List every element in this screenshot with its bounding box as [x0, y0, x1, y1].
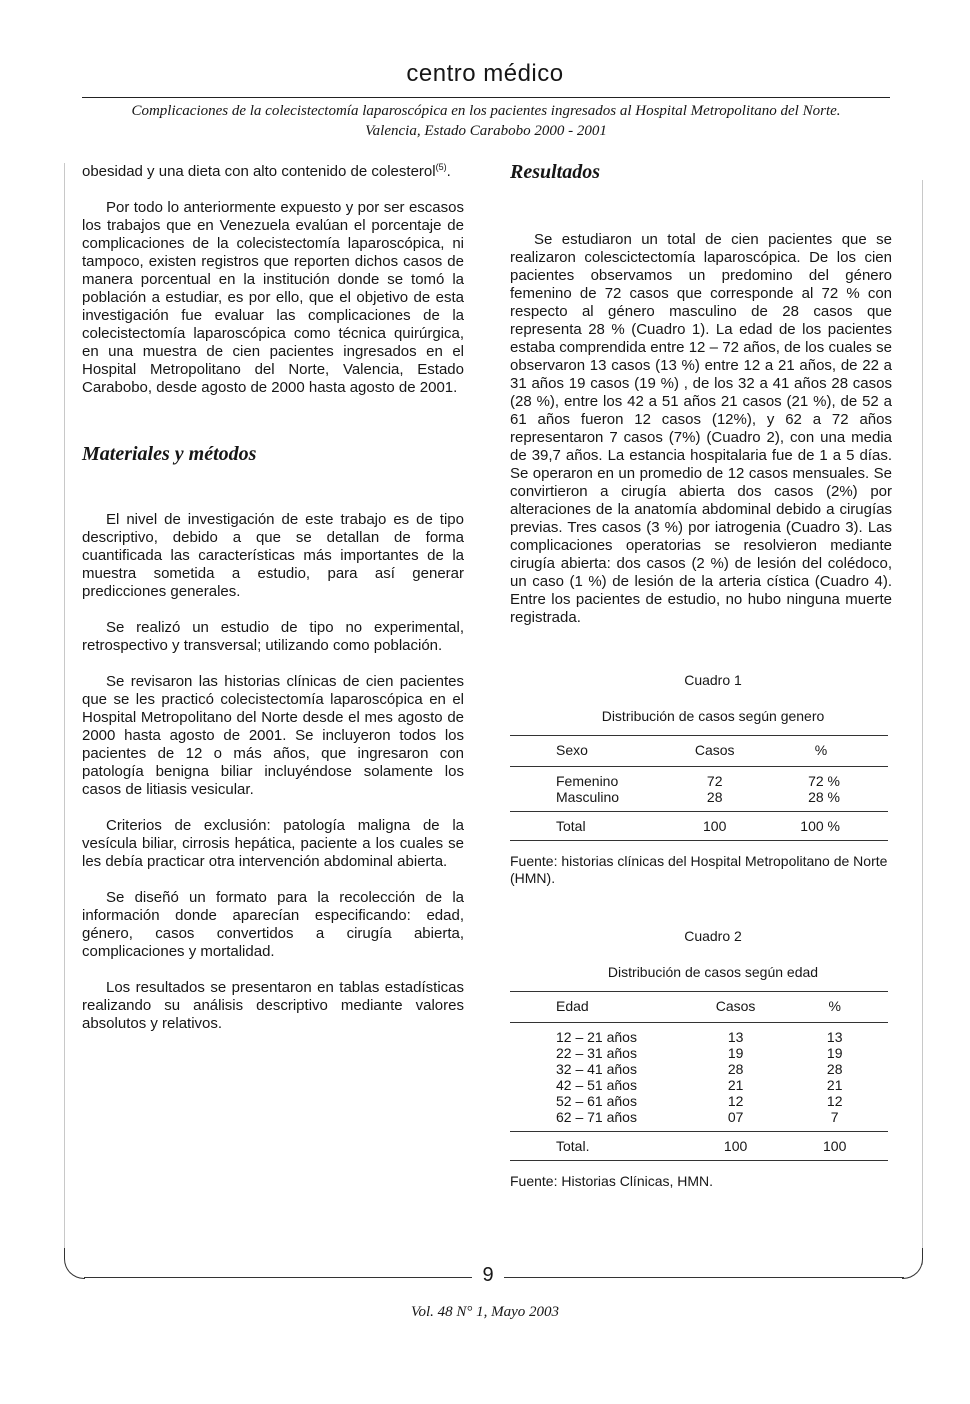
page-frame-corner: [902, 1248, 923, 1279]
table-row: [510, 767, 888, 790]
header-cell: Casos: [675, 736, 754, 767]
paragraph: Se diseñó un formato para la recolección de la información donde aparecían especificando: edad, género, casos convertidos a cirugía abierta, complicaciones y mortalidad.: [82, 889, 464, 960]
table-cell: Femenino: [556, 773, 619, 789]
table-cell: 42 – 51 años: [556, 1077, 637, 1093]
table-total-row: [510, 812, 888, 841]
subtitle-line-1: Complicaciones de la colecistectomía laparoscópica en los pacientes ingresados al Hospital Metropolitano del Norte.: [131, 103, 841, 119]
table-cell: 07: [727, 1109, 744, 1125]
data-table: [510, 735, 888, 841]
right-column: [510, 163, 892, 1190]
paragraph-text: obesidad y una dieta con alto contenido de colesterol: [82, 163, 436, 180]
data-table: [510, 991, 888, 1161]
section-heading-methods: Materiales y métodos: [82, 443, 257, 465]
journal-title: centro médico: [406, 60, 564, 87]
table-total-row: [510, 1132, 888, 1161]
table-cell: 100: [781, 1132, 888, 1161]
table-row: [510, 1109, 888, 1132]
page-frame-rule: [504, 1277, 904, 1278]
table-cell: 13: [826, 1029, 843, 1045]
page-frame-rule: [84, 1277, 472, 1278]
table-row: [510, 1093, 888, 1109]
subtitle-line-2: Valencia, Estado Carabobo 2000 - 2001: [365, 123, 607, 139]
left-column: [82, 163, 464, 1051]
left-margin-rule: [64, 163, 65, 1258]
table-cell: 13: [727, 1029, 744, 1045]
paragraph-end: .: [446, 163, 451, 180]
table-row: [510, 1061, 888, 1077]
table-cell: 52 – 61 años: [556, 1093, 637, 1109]
header-cell: Sexo: [510, 736, 675, 767]
table-source: Fuente: historias clínicas del Hospital Metropolitano de Norte (HMN).: [510, 853, 888, 886]
table-row: [510, 1023, 888, 1046]
table-cell: 100: [675, 812, 754, 841]
paragraph: Se estudiaron un total de cien pacientes que se realizaron colescictectomía laparoscópica. De los cien pacientes observamos un predomino del género femenino de 72 casos que corresponde al 72 % con respecto al género masculino de 28 casos que representa 28 % (Cuadro 1). La edad de los pacientes estaba comprendida entre 12 – 72 años, de los cuales se observaron 13 casos (13 %) entre 12 a 21 años, de 22 a 31 años 19 casos (19 %) , de los 32 a 41 años 28 casos (28 %), entre los 42 a 51 años 21 casos (21 %), de 52 a 61 años fueron 12 casos (12%), y 62 a 72 años representaron 7 casos (7%) (Cuadro 2), con una media de 39,7 años. La estancia hospitalaria fue de 1 a 5 días. Se operaron en un promedio de 12 casos mensuales. Se convirtieron a cirugía abierta dos casos (2%) por alteraciones de la anatomía abdominal debido a cirugías previas. Tres casos (3 %) por iatrogenia (Cuadro 3). Las complicaciones operatorias se resolvieron mediante cirugía abierta: dos casos (2 %) de lesión del colédoco, un caso (1 %) de lesión de la arteria cística (Cuadro 4). Entre los pacientes de estudio, no hubo ninguna muerte registrada.: [510, 231, 892, 626]
table-2: [510, 927, 892, 1190]
table-caption: Cuadro 1: [684, 672, 742, 688]
paragraph: Se realizó un estudio de tipo no experimental, retrospectivo y transversal; utilizando como población.: [82, 619, 464, 654]
table-cell: 28 %: [808, 789, 840, 805]
paragraph: Los resultados se presentaron en tablas estadísticas realizando su análisis descriptivo mediante valores absolutos y relativos.: [82, 979, 464, 1032]
table-cell: 28: [706, 789, 723, 805]
table-subcaption: Distribución de casos según edad: [607, 964, 819, 980]
table-cell: 100: [690, 1132, 782, 1161]
volume-footer: Vol. 48 N° 1, Mayo 2003: [410, 1304, 560, 1320]
table-caption: Cuadro 2: [684, 928, 742, 944]
table-header-row: [510, 992, 888, 1023]
table-cell: 19: [826, 1045, 843, 1061]
page-number: 9: [482, 1264, 494, 1286]
table-cell: 12: [826, 1093, 843, 1109]
header-cell: %: [754, 736, 888, 767]
table-cell: 28: [826, 1061, 843, 1077]
table-row: [510, 1045, 888, 1061]
table-cell: 62 – 71 años: [556, 1109, 637, 1125]
right-margin-rule: [922, 180, 923, 1265]
table-cell: 21: [727, 1077, 744, 1093]
table-row: [510, 1077, 888, 1093]
table-header-row: [510, 736, 888, 767]
table-cell: 28: [727, 1061, 744, 1077]
table-cell: 72: [706, 773, 723, 789]
paragraph: Se revisaron las historias clínicas de cien pacientes que se les practicó colecistectomía laparoscópica en el Hospital Metropolitano del Norte desde el mes agosto de 2000 hasta agosto de 2001. Se incluyeron todos los pacientes de 12 o más años, que ingresaron con patología benigna biliar incluyéndose solamente los casos de litiasis vesicular.: [82, 673, 464, 798]
header-cell: Edad: [510, 992, 690, 1023]
table-cell: 22 – 31 años: [556, 1045, 637, 1061]
page-frame-corner: [64, 1248, 85, 1279]
table-cell: Total.: [510, 1132, 690, 1161]
header-cell: %: [781, 992, 888, 1023]
paragraph: Criterios de exclusión: patología maligna de la vesícula biliar, cirrosis hepática, paciente a los cuales se les debía practicar otra intervención abdominal abierta.: [82, 817, 464, 870]
table-1: [510, 671, 892, 887]
paragraph-continuation: [82, 163, 464, 181]
table-cell: 12 – 21 años: [556, 1029, 637, 1045]
table-row: [510, 789, 888, 812]
table-cell: Masculino: [556, 789, 620, 805]
table-cell: 19: [727, 1045, 744, 1061]
table-cell: 100 %: [754, 812, 888, 841]
table-cell: Total: [510, 812, 675, 841]
paragraph: El nivel de investigación de este trabajo es de tipo descriptivo, debido a que se detallan de forma cuantificada las características más importantes de la muestra sometida a estudio, para así generar predicciones generales.: [82, 511, 464, 600]
header-cell: Casos: [690, 992, 782, 1023]
reference-mark: (5): [435, 162, 447, 172]
table-source: Fuente: Historias Clínicas, HMN.: [510, 1173, 714, 1189]
running-subtitle: [82, 101, 890, 141]
paragraph: Por todo lo anteriormente expuesto y por ser escasos los trabajos que en Venezuela evalúan el porcentaje de complicaciones de la colecistectomía laparoscópica, ni tampoco, existen registros que reporten dichos casos de manera porcentual en la institución donde se tomó la población a estudiar, es por ello, que el objetivo de esta investigación fue evaluar las complicaciones de la colecistectomía laparoscópica como técnica quirúrgica, en una muestra de cien pacientes ingresados en el Hospital Metropolitano del Norte, Valencia, Estado Carabobo, desde agosto de 2000 hasta agosto de 2001.: [82, 199, 464, 396]
table-cell: 7: [830, 1109, 839, 1125]
table-cell: 72 %: [808, 773, 840, 789]
header-rule: [82, 97, 890, 98]
table-cell: 12: [727, 1093, 744, 1109]
section-heading-results: Resultados: [510, 161, 601, 183]
table-subcaption: Distribución de casos según genero: [601, 708, 825, 724]
table-cell: 32 – 41 años: [556, 1061, 637, 1077]
table-cell: 21: [826, 1077, 843, 1093]
